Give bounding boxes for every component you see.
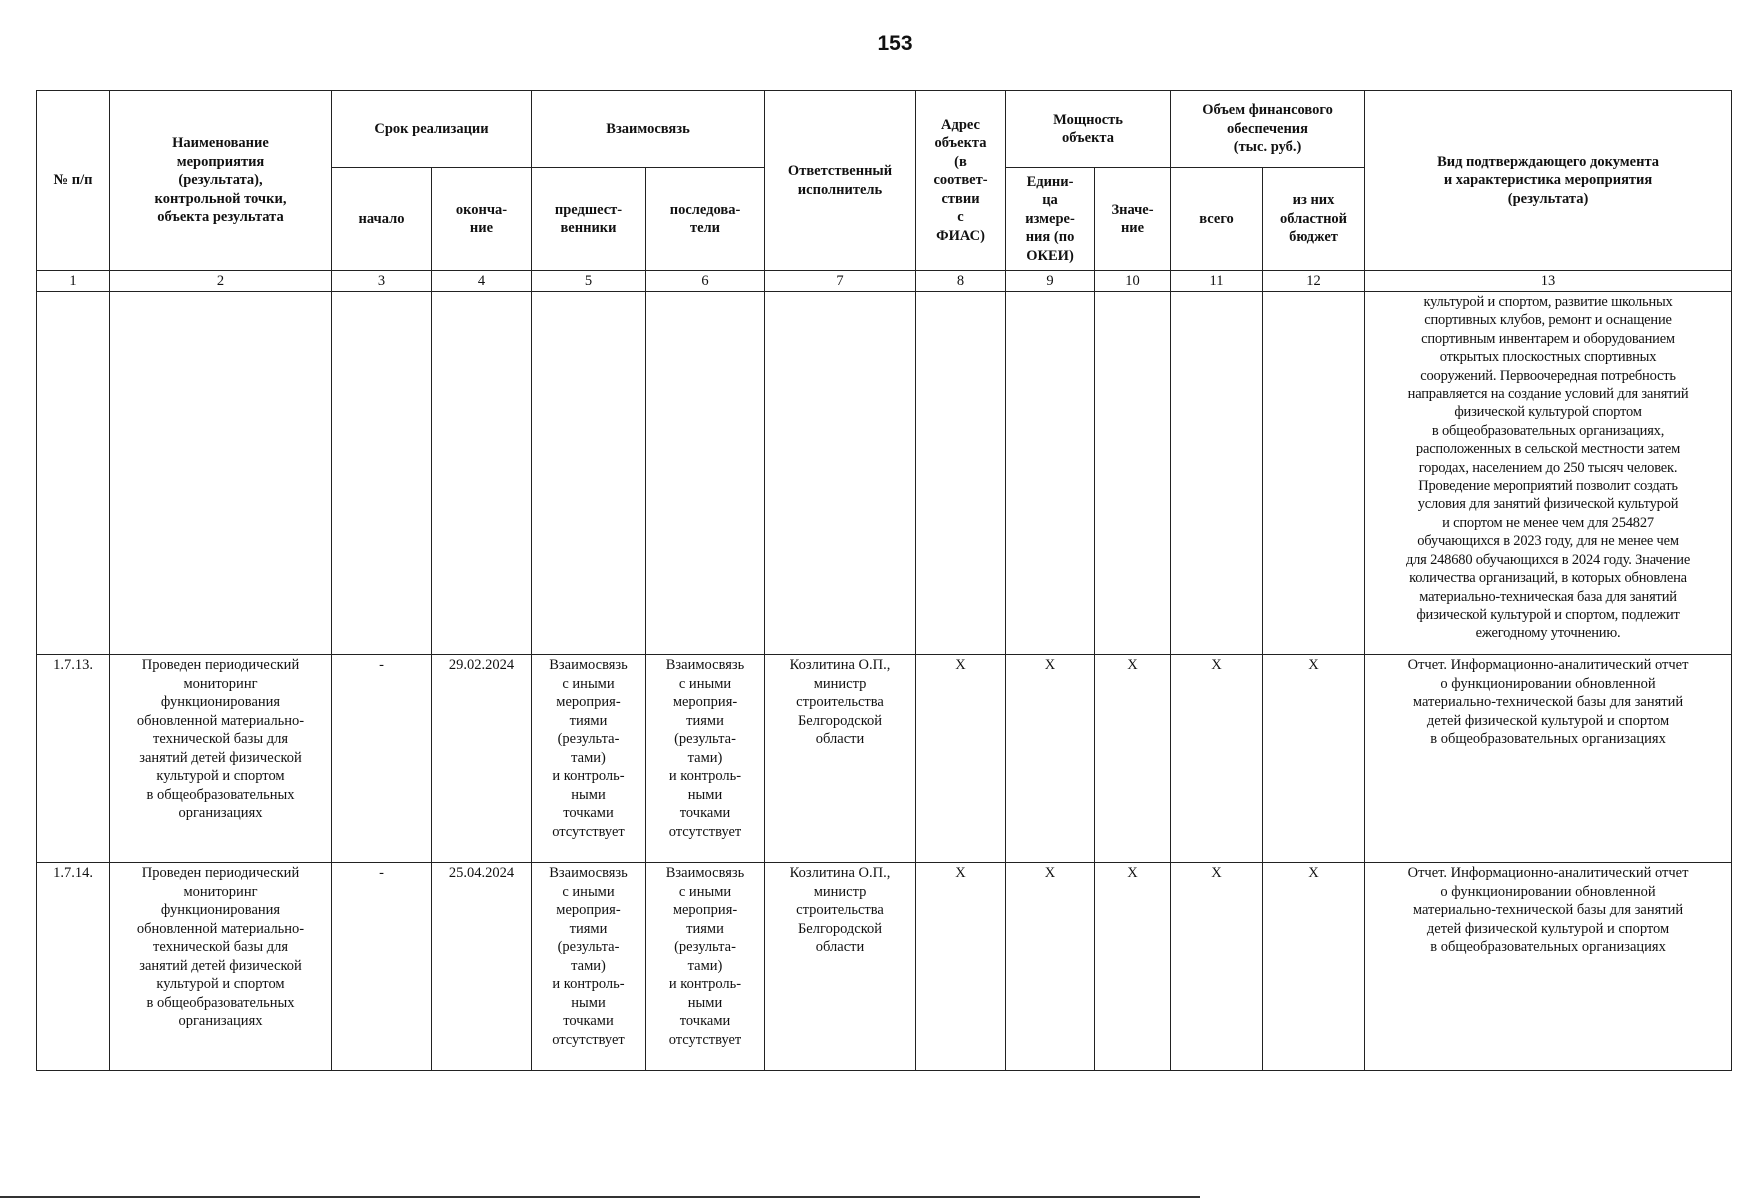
header-address: Адрес объекта (в соответ- ствии с ФИАС) — [916, 91, 1006, 271]
row-name: Проведен периодический мониторинг функционирования обновленной материально- технической базы для занятий детей физической культурой и спортом в общеобразовательных организациях — [110, 655, 332, 863]
column-number: 5 — [532, 271, 646, 292]
column-number: 8 — [916, 271, 1006, 292]
bottom-rule — [0, 1196, 1200, 1198]
column-number: 4 — [432, 271, 532, 292]
row-successors: Взаимосвязь с иными мероприя- тиями (результа- тами) и контроль- ными точками отсутствует — [646, 863, 765, 1071]
column-number: 9 — [1006, 271, 1095, 292]
row-responsible: Козлитина О.П., министр строительства Белгородской области — [765, 863, 916, 1071]
column-number: 2 — [110, 271, 332, 292]
header-doc-type: Вид подтверждающего документа и характеристика мероприятия (результата) — [1365, 91, 1732, 271]
events-table — [36, 90, 1732, 1071]
row-address: X — [916, 655, 1006, 863]
empty-cell — [916, 292, 1006, 655]
empty-cell — [532, 292, 646, 655]
row-total: X — [1171, 863, 1263, 1071]
header-name: Наименование мероприятия (результата), контрольной точки, объекта результата — [110, 91, 332, 271]
header-term-end: оконча- ние — [432, 168, 532, 271]
row-regional: X — [1263, 655, 1365, 863]
header-finance: Объем финансового обеспечения (тыс. руб.) — [1171, 91, 1365, 168]
empty-cell — [110, 292, 332, 655]
table-row — [37, 863, 1732, 1071]
continuation-text: культурой и спортом, развитие школьных спортивных клубов, ремонт и оснащение спортивным инвентарем и оборудованием открытых плоскостных спортивных сооружений. Первоочередная потребность направляется на создание условий для занятий физической культурой спортом в общеобразовательных организациях, расположенных в сельской местности затем городах, населением до 250 тысяч человек. Проведение мероприятий позволит создать условия для занятий физической культурой и спортом не менее чем для 254827 обучающихся в 2023 году, для не менее чем для 248680 обучающихся в 2024 году. Значение количества организаций, в которых обновлена материально-техническая база для занятий физической культурой и спортом, подлежит ежегодному уточнению. — [1365, 292, 1732, 655]
row-start: - — [332, 655, 432, 863]
column-number: 6 — [646, 271, 765, 292]
row-unit: X — [1006, 863, 1095, 1071]
column-number-row — [37, 271, 1732, 292]
empty-cell — [765, 292, 916, 655]
continuation-row — [37, 292, 1732, 655]
header-relation: Взаимосвязь — [532, 91, 765, 168]
header-total: всего — [1171, 168, 1263, 271]
row-number: 1.7.14. — [37, 863, 110, 1071]
row-name: Проведен периодический мониторинг функционирования обновленной материально- технической базы для занятий детей физической культурой и спортом в общеобразовательных организациях — [110, 863, 332, 1071]
column-number: 1 — [37, 271, 110, 292]
header-responsible: Ответственный исполнитель — [765, 91, 916, 271]
row-number: 1.7.13. — [37, 655, 110, 863]
empty-cell — [37, 292, 110, 655]
empty-cell — [1095, 292, 1171, 655]
empty-cell — [1006, 292, 1095, 655]
page-number: 153 — [877, 32, 913, 55]
row-predecessors: Взаимосвязь с иными мероприя- тиями (результа- тами) и контроль- ными точками отсутствует — [532, 655, 646, 863]
row-unit: X — [1006, 655, 1095, 863]
header-successors: последова- тели — [646, 168, 765, 271]
row-predecessors: Взаимосвязь с иными мероприя- тиями (результа- тами) и контроль- ными точками отсутствует — [532, 863, 646, 1071]
row-end: 25.04.2024 — [432, 863, 532, 1071]
column-number: 12 — [1263, 271, 1365, 292]
row-start: - — [332, 863, 432, 1071]
row-successors: Взаимосвязь с иными мероприя- тиями (результа- тами) и контроль- ными точками отсутствует — [646, 655, 765, 863]
header-value: Значе- ние — [1095, 168, 1171, 271]
row-doc: Отчет. Информационно-аналитический отчет о функционировании обновленной материально-технической базы для занятий детей физической культурой и спортом в общеобразовательных организациях — [1365, 863, 1732, 1071]
row-address: X — [916, 863, 1006, 1071]
header-unit: Едини- ца измере- ния (по ОКЕИ) — [1006, 168, 1095, 271]
row-regional: X — [1263, 863, 1365, 1071]
row-doc: Отчет. Информационно-аналитический отчет о функционировании обновленной материально-технической базы для занятий детей физической культурой и спортом в общеобразовательных организациях — [1365, 655, 1732, 863]
header-regional: из них областной бюджет — [1263, 168, 1365, 271]
column-number: 7 — [765, 271, 916, 292]
row-end: 29.02.2024 — [432, 655, 532, 863]
header-capacity: Мощность объекта — [1006, 91, 1171, 168]
column-number: 3 — [332, 271, 432, 292]
column-number: 10 — [1095, 271, 1171, 292]
empty-cell — [646, 292, 765, 655]
row-total: X — [1171, 655, 1263, 863]
empty-cell — [1171, 292, 1263, 655]
empty-cell — [332, 292, 432, 655]
header-term: Срок реализации — [332, 91, 532, 168]
header-predecessors: предшест- венники — [532, 168, 646, 271]
column-number: 11 — [1171, 271, 1263, 292]
row-value: X — [1095, 655, 1171, 863]
column-number: 13 — [1365, 271, 1732, 292]
header-row-top — [37, 91, 1732, 168]
row-value: X — [1095, 863, 1171, 1071]
empty-cell — [432, 292, 532, 655]
row-responsible: Козлитина О.П., министр строительства Белгородской области — [765, 655, 916, 863]
header-term-start: начало — [332, 168, 432, 271]
header-num: № п/п — [37, 91, 110, 271]
empty-cell — [1263, 292, 1365, 655]
table-row — [37, 655, 1732, 863]
